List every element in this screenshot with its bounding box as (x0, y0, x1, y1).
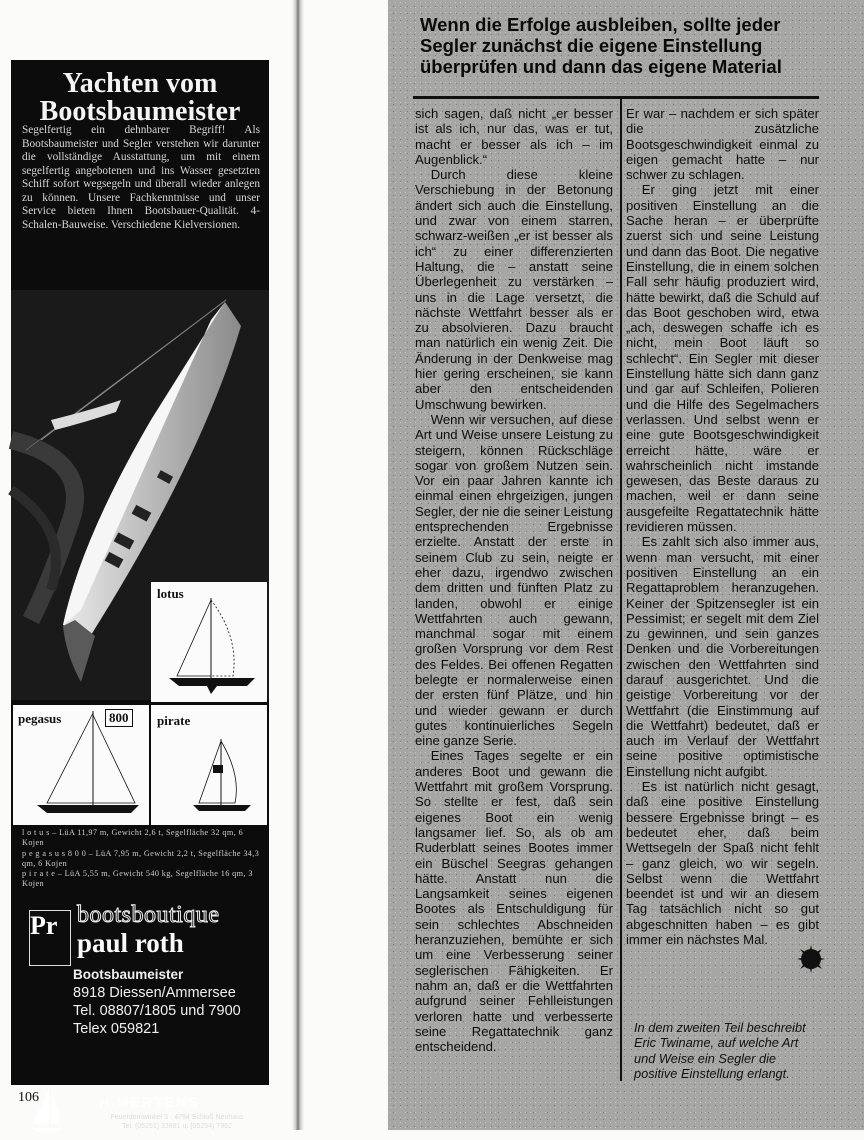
lotus-sailplan-drawing (151, 582, 267, 702)
contact-address: 8918 Diessen/Ammersee (73, 985, 236, 1001)
lotus-boat-panel (151, 582, 267, 702)
spec-pirate: p i r a t e – LüA 5,55 m, Gewicht 540 kg, Segelfläche 16 qm, 3 Kojen (22, 869, 253, 889)
mertens-name: H.MERTENS (99, 1094, 200, 1110)
contact-title: Bootsbaumeister (73, 967, 184, 982)
end-mark-icon (796, 944, 826, 974)
spec-pegasus: p e g a s u s 8 0 0 – LüA 7,95 m, Gewicht 2,2 t, Segelfläche 34,3 qm, 6 Kojen (22, 848, 260, 868)
paragraph: Es zahlt sich also immer aus, wenn man versucht, mit einer positiven Einstellung an ein Regattaproblem heranzugehen. Keiner der Spitzensegler ist ein Pessimist; er segelt mit dem Ziel zu gewinnen, und sein ganzes Denken und die Vorbereitungen zwischen den Wettfahrten sind darauf ausgerichtet. Und die geistige Vorbereitung vor der Wettfahrt (die Einstimmung auf die Wettfahrt) bedeutet, daß er auch im Verlauf der Wettfahrt seine positive optimistische Einstellung nicht aufgibt. (626, 534, 819, 779)
paragraph: sich sagen, daß nicht „er besser ist als ich, nur das, was er tut, macht er besser als ich – im Augenblick.“ (415, 106, 613, 167)
pegasus-model-number: 800 (105, 709, 133, 727)
article-caption: In dem zweiten Teil beschreibt Eric Twiname, auf welche Art und Weise ein Segler die positive Einstellung erlangt. (634, 1020, 806, 1081)
boat-specifications (22, 828, 262, 890)
article-column-left (415, 106, 613, 1054)
pirate-boat-panel (151, 705, 267, 825)
paragraph: Er war – nachdem er sich später die zusätzliche Bootsgeschwindigkeit einmal zu eigen gemacht hatte – nur schwer zu schlagen. (626, 106, 819, 183)
pegasus-boat-panel (13, 705, 149, 825)
article-headline: Wenn die Erfolge ausbleiben, sollte jeder Segler zunächst die eigene Einstellung überprüfen und dann das eigene Material (420, 14, 782, 77)
article-column-right (626, 106, 819, 947)
column-divider (620, 99, 622, 1081)
ad-intro-text: Segelfertig ein dehnbarer Begriff! Als Bootsbaumeister und Segler verstehen wir darunter die vollständige Ausstattung, um mit einem segelfertig angebotenen und ins Wasser gesetzten Schiff sofort wegsegeln und überall wieder anlegen zu können. Unsere Fachkenntnisse und unser Service bieten Ihnen Bootsbauer-Qualität. 4-Schalen-Bauweise. Verschiedene Kielversionen. (22, 124, 260, 231)
lotus-label: lotus (157, 586, 184, 601)
logo-line1: bootsboutique (77, 902, 220, 928)
contact-tel: Tel. 08807/1805 und 7900 (73, 1003, 241, 1019)
pegasus-sailplan-drawing (13, 705, 149, 825)
paragraph: Er ging jetzt mit einer positiven Einstellung an die Sache heran – er überprüfte zuerst sich und seine Leistung und dann das Boot. Die negative Einstellung, die in einem solchen Fall sehr häufig produziert wird, hätte bewirkt, daß die Schuld auf das Boot geschoben wird, etwa „ach, deswegen schaffe ich es nicht, mein Boot läuft so schlecht“. Ein Segler mit dieser Einstellung hätte sich dann ganz und gar auf Schleifen, Polieren und die Hilfe des Segelmachers verlassen. Und selbst wenn er eine gute Bootsgeschwindigkeit erreicht hätte, wäre er wahrscheinlich nicht imstande gewesen, das Beste daraus zu machen, weil er dann seine ausgefeilte Regattatechnik hätte revidieren müssen. (626, 182, 819, 535)
ad-contact (73, 966, 269, 1038)
paragraph: Eines Tages segelte er ein anderes Boot und gewann die Wettfahrt mit großem Vorsprung. So stellte er fest, daß sein eigenes Boot ein wenig langsamer lief. So, als ob am Ruderblatt seines Bootes immer ein Büschel Seegras gehangen hätte. Anstatt nun die Langsamkeit seines eigenen Bootes als Entschuldigung für sein schlechtes Abschneiden heranzuziehen, bemühte er sich um eine Verbesserung seiner seglerischen Fähigkeiten. Er nahm an, daß er die Wettfahrten aufgrund seiner Fehlleistungen verloren hatte und verbesserte seine Regattatechnik ganz entscheidend. (415, 748, 613, 1055)
ad-title-line2: Bootsbaumeister (39, 96, 241, 127)
pirate-sailplan-drawing (151, 705, 267, 825)
paragraph: Wenn wir versuchen, auf diese Art und Weise unsere Leistung zu steigern, können Rückschläge sogar von großem Nutzen sein. Vor ein paar Jahren kannte ich einmal einen ehrgeizigen, jungen Segler, der nie die seiner Leistung entsprechenden Ergebnisse erzielte. Anstatt der erste in seinem Club zu sein, neigte er eher dazu, irgendwo zwischen dem dritten und fünften Platz zu landen, obwohl er einige Wettfahrten auch gewann, manchmal sogar mit einem großen Vorsprung vor dem Rest des Feldes. Bei offenen Regatten belegte er normalerweise einen der ersten fünf Plätze, und hin und wieder gewann er durch gutes kontinuierliches Segeln eine ganze Serie. (415, 411, 613, 749)
ad-title-line1: Yachten vom (62, 68, 218, 99)
paragraph: Es ist natürlich nicht gesagt, daß eine positive Einstellung bessere Ergebnisse bringt – es bedeutet eher, daß beim Wettsegeln der Spaß nicht fehlt – ganz gleich, wo wir segeln. Selbst wenn die Wettfahrt beendet ist und wir an diesem Tag tatsächlich nicht so gut abgeschnitten haben – es gibt immer ein nächstes Mal. (626, 779, 819, 948)
paragraph: Durch diese kleine Verschiebung in der Betonung ändert sich auch die Einstellung, und zwar von einem starren, schwarz-weißen „er ist besser als ich“ zu einer differenzierten Haltung, die – anstatt seine Überlegenheit zu verstärken – uns in die Lage versetzt, die nächste Wettfahrt besser als er zu absolvieren. Dazu braucht man natürlich ein wenig Zeit. Die Änderung in der Denkweise mag hier gering erscheinen, sie kann aber den entscheidenden Umschwung bewirken. (415, 167, 613, 412)
logo-line2: paul roth (77, 928, 184, 958)
headline-rule (413, 96, 819, 99)
contact-telex: Telex 059821 (73, 1021, 160, 1037)
ad-title (11, 70, 269, 126)
mertens-block (29, 1080, 269, 1140)
logo-monogram: Pr (29, 910, 71, 966)
pirate-label: pirate (157, 713, 191, 728)
pegasus-label: pegasus (18, 711, 62, 726)
spec-lotus: l o t u s – LüA 11,97 m, Gewicht 2,6 t, Segelfläche 32 qm, 6 Kojen (22, 828, 244, 848)
mertens-phone: Tel. (05251) 33881 u. (05254) 7962 (122, 1123, 232, 1130)
page-gutter (292, 0, 304, 1130)
mertens-address (87, 1113, 267, 1131)
page-number: 106 (18, 1090, 39, 1105)
mertens-street: Feuerdornwinkel 3 · 4794 Schloß Neuhaus (110, 1114, 244, 1121)
bootsboutique-logo (29, 898, 263, 970)
